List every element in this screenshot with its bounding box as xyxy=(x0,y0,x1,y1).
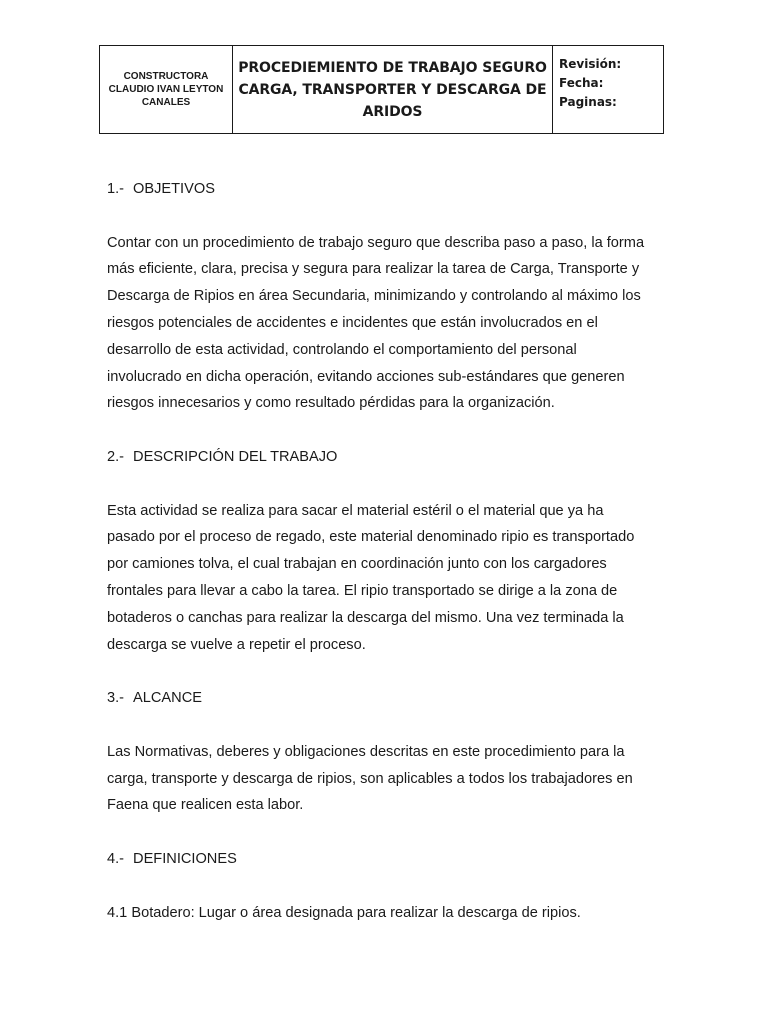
section-number: 1.- xyxy=(107,181,125,197)
section-number: 3.- xyxy=(107,690,125,707)
paragraph-line: más eficiente, clara, precisa y segura para realizar la tarea de Carga, Transporte y xyxy=(107,261,640,278)
section-number: 4.- xyxy=(107,850,125,867)
section-title: OBJETIVOS xyxy=(133,181,215,197)
paragraph-line: involucrado en dicha operación, evitando acciones sub-estándares que generen xyxy=(107,368,625,385)
procedure-title-line: PROCEDIEMIENTO DE TRABAJO SEGURO xyxy=(238,59,547,76)
paragraph-line: riesgos potenciales de accidentes e incidentes que están involucrados en el xyxy=(107,314,598,331)
paragraph-line: Contar con un procedimiento de trabajo seguro que describa paso a paso, la forma xyxy=(107,234,645,251)
paragraph-line: carga, transporte y descarga de ripios, son aplicables a todos los trabajadores en xyxy=(107,770,633,787)
revision-label: Revisión: xyxy=(559,57,622,71)
paragraph-line: Esta actividad se realiza para sacar el material estéril o el material que ya ha xyxy=(107,502,604,519)
procedure-title-line: ARIDOS xyxy=(362,103,423,120)
section-paragraph-objetivos xyxy=(107,230,667,418)
paragraph-line: riesgos innecesarios y como resultado pérdidas para la organización. xyxy=(107,395,555,412)
paragraph-line: por camiones tolva, el cual trabajan en coordinación junto con los cargadores xyxy=(107,556,607,573)
paragraph-line: desarrollo de esta actividad, controlando el comportamiento del personal xyxy=(107,341,577,358)
paragraph-line: Faena que realicen esta labor. xyxy=(107,797,304,814)
company-name-line: CLAUDIO IVAN LEYTON xyxy=(108,84,224,95)
company-name-line: CONSTRUCTORA xyxy=(123,71,209,82)
document-body xyxy=(107,176,667,926)
section-heading-descripcion xyxy=(107,444,667,471)
section-paragraph-descripcion xyxy=(107,498,667,659)
procedure-title-line: CARGA, TRANSPORTER Y DESCARGA DE xyxy=(238,81,547,98)
company-name-line: CANALES xyxy=(141,97,191,108)
section-heading-objetivos xyxy=(107,176,667,203)
procedure-title-cell xyxy=(233,46,553,133)
section-paragraph-definiciones xyxy=(107,900,667,927)
date-label: Fecha: xyxy=(559,76,604,90)
section-heading-definiciones xyxy=(107,846,667,873)
section-heading-alcance xyxy=(107,685,667,712)
company-name-cell xyxy=(100,46,233,133)
section-title: DEFINICIONES xyxy=(133,850,237,867)
paragraph-line: frontales para llevar a cabo la tarea. El ripio transportado se dirige a la zona de xyxy=(107,582,618,599)
section-title: ALCANCE xyxy=(133,690,202,707)
paragraph-line: pasado por el proceso de regado, este material denominado ripio es transportado xyxy=(107,529,635,546)
paragraph-line: Descarga de Ripios en área Secundaria, minimizando y controlando al máximo los xyxy=(107,288,641,305)
section-number: 2.- xyxy=(107,448,125,465)
paragraph-line: Las Normativas, deberes y obligaciones descritas en este procedimiento para la xyxy=(107,743,625,760)
paragraph-line: 4.1 Botadero: Lugar o área designada para realizar la descarga de ripios. xyxy=(107,904,581,921)
section-title: DESCRIPCIÓN DEL TRABAJO xyxy=(133,448,338,465)
document-header-table xyxy=(99,45,664,134)
pages-label: Paginas: xyxy=(559,95,617,109)
paragraph-line: botaderos o canchas para realizar la descarga del mismo. Una vez terminada la xyxy=(107,609,624,626)
paragraph-line: descarga se vuelve a repetir el proceso. xyxy=(107,636,366,653)
document-meta-cell xyxy=(553,40,663,127)
section-paragraph-alcance xyxy=(107,739,667,819)
